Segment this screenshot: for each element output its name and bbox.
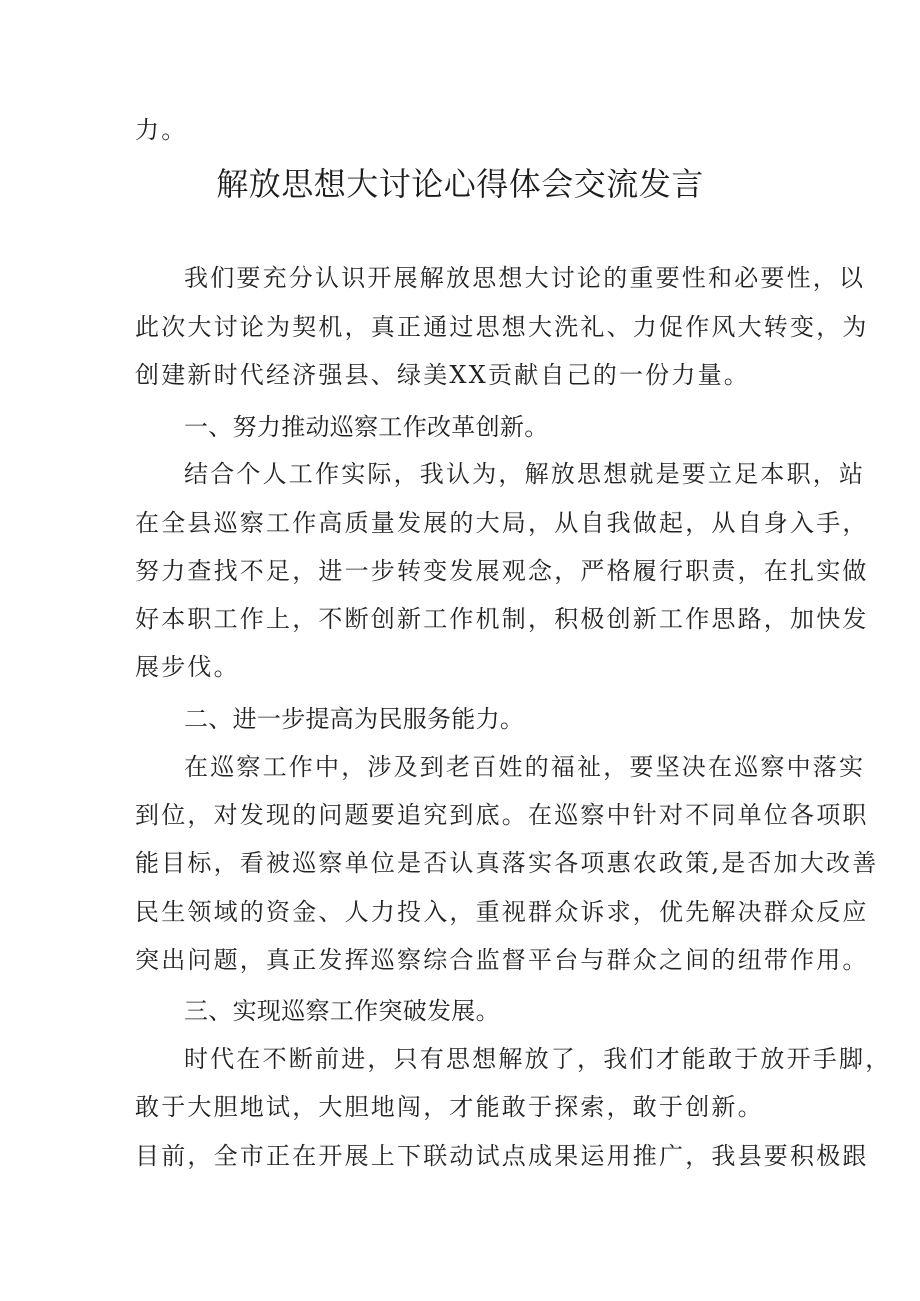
previous-page-tail: 力。 (135, 116, 188, 144)
paragraph-line: 能目标，看被巡察单位是否认真落实各项惠农政策,是否加大改善 (135, 849, 879, 877)
section-heading: 三、实现巡察工作突破发展。 (184, 997, 500, 1025)
paragraph-line: 在巡察工作中，涉及到老百姓的福祉，要坚决在巡察中落实 (184, 753, 866, 781)
paragraph-line: 此次大讨论为契机，真正通过思想大洗礼、力促作风大转变，为 (135, 313, 869, 341)
paragraph-line: 在全县巡察工作高质量发展的大局，从自我做起，从自身入手， (135, 509, 869, 537)
paragraph-line: 时代在不断前进，只有思想解放了，我们才能敢于放开手脚， (184, 1045, 892, 1073)
paragraph-line: 好本职工作上，不断创新工作机制，积极创新工作思路，加快发 (135, 605, 869, 633)
paragraph-line: 到位，对发现的问题要追究到底。在巡察中针对不同单位各项职 (135, 801, 869, 829)
paragraph-line: 敢于大胆地试，大胆地闯，才能敢于探索，敢于创新。 (135, 1093, 764, 1121)
paragraph-line: 展步伐。 (135, 653, 240, 681)
paragraph-line: 创建新时代经济强县、绿美XX贡献自己的一份力量。 (135, 361, 750, 389)
document-title: 解放思想大讨论心得体会交流发言 (216, 165, 704, 203)
paragraph-line: 我们要充分认识开展解放思想大讨论的重要性和必要性，以 (184, 264, 866, 292)
paragraph-line: 民生领域的资金、人力投入，重视群众诉求，优先解决群众反应 (135, 898, 869, 926)
paragraph-line: 突出问题，真正发挥巡察综合监督平台与群众之间的纽带作用。 (135, 946, 869, 974)
section-heading: 一、努力推动巡察工作改革创新。 (184, 413, 549, 441)
paragraph-line: 结合个人工作实际，我认为，解放思想就是要立足本职，站 (184, 460, 866, 488)
section-heading: 二、进一步提高为民服务能力。 (184, 705, 525, 733)
paragraph-line: 目前，全市正在开展上下联动试点成果运用推广，我县要积极跟 (135, 1142, 869, 1170)
paragraph-line: 努力查找不足，进一步转变发展观念，严格履行职责，在扎实做 (135, 557, 869, 585)
